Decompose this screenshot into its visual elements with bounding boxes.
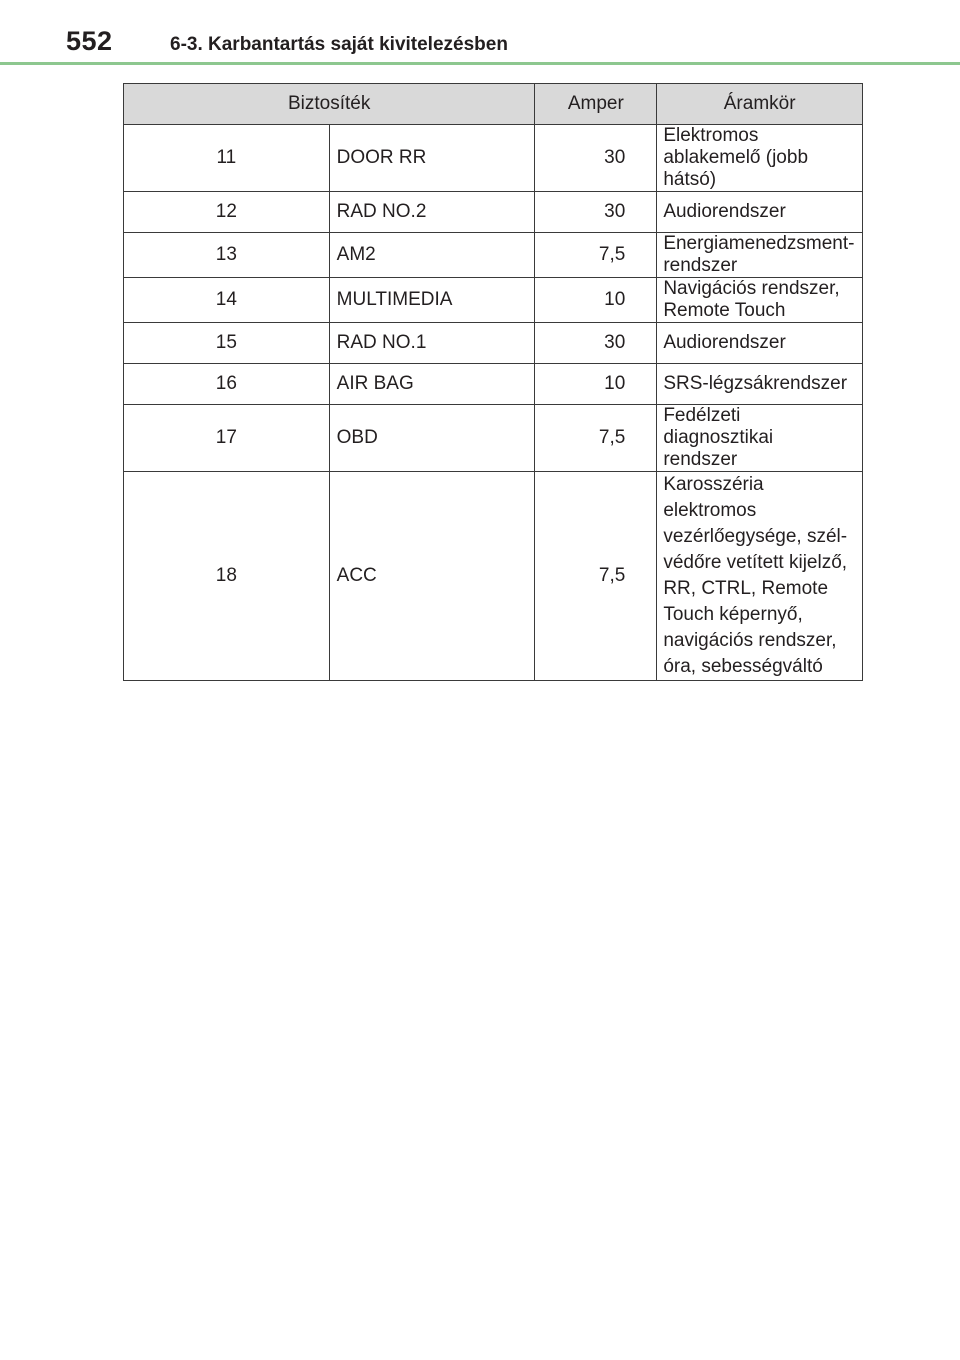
fuse-circuit: Karosszéria elektromos vezérlőegysége, szél-védőre vetített kijelző, RR, CTRL, Remote Touch képernyő, navigációs rendszer, óra, sebességváltó: [657, 472, 863, 681]
fuse-number: 18: [124, 472, 330, 681]
fuse-circuit: Energiamenedzsment-rendszer: [657, 233, 863, 278]
table-row: [124, 233, 863, 278]
fuse-name: DOOR RR: [329, 125, 535, 192]
table-row: [124, 364, 863, 405]
fuse-name: RAD NO.1: [329, 323, 535, 364]
fuse-number: 15: [124, 323, 330, 364]
section-title: 6-3. Karbantartás saját kivitelezésben: [170, 34, 508, 55]
fuse-circuit: Fedélzeti diagnosztikai rendszer: [657, 405, 863, 472]
fuse-number: 16: [124, 364, 330, 405]
fuse-number: 11: [124, 125, 330, 192]
fuse-circuit: Audiorendszer: [657, 192, 863, 233]
table-row: [124, 125, 863, 192]
table-row: [124, 323, 863, 364]
fuse-amp: 7,5: [535, 472, 657, 681]
fuse-circuit: SRS-légzsákrendszer: [657, 364, 863, 405]
fuse-amp: 7,5: [535, 405, 657, 472]
page-header: [0, 0, 960, 66]
fuse-circuit: Audiorendszer: [657, 323, 863, 364]
table-row: [124, 405, 863, 472]
page-number: 552: [66, 26, 113, 56]
fuse-amp: 7,5: [535, 233, 657, 278]
fuse-circuit: Elektromos ablakemelő (jobb hátsó): [657, 125, 863, 192]
fuse-name: RAD NO.2: [329, 192, 535, 233]
fuse-amp: 10: [535, 278, 657, 323]
fuse-amp: 30: [535, 192, 657, 233]
fuse-number: 12: [124, 192, 330, 233]
column-header-circuit: Áramkör: [657, 84, 863, 125]
header-divider: [0, 62, 960, 65]
fuse-name: MULTIMEDIA: [329, 278, 535, 323]
table-row: [124, 278, 863, 323]
fuse-name: AM2: [329, 233, 535, 278]
fuse-name: AIR BAG: [329, 364, 535, 405]
table-row: [124, 192, 863, 233]
column-header-fuse: Biztosíték: [124, 84, 535, 125]
table-header-row: [124, 84, 863, 125]
fuse-amp: 30: [535, 323, 657, 364]
fuse-amp: 10: [535, 364, 657, 405]
fuse-number: 17: [124, 405, 330, 472]
table-row: [124, 472, 863, 681]
fuse-number: 14: [124, 278, 330, 323]
fuse-name: OBD: [329, 405, 535, 472]
fuse-number: 13: [124, 233, 330, 278]
column-header-amp: Amper: [535, 84, 657, 125]
fuse-circuit: Navigációs rendszer, Remote Touch: [657, 278, 863, 323]
fuse-name: ACC: [329, 472, 535, 681]
fuse-amp: 30: [535, 125, 657, 192]
fuse-table: [123, 83, 863, 681]
